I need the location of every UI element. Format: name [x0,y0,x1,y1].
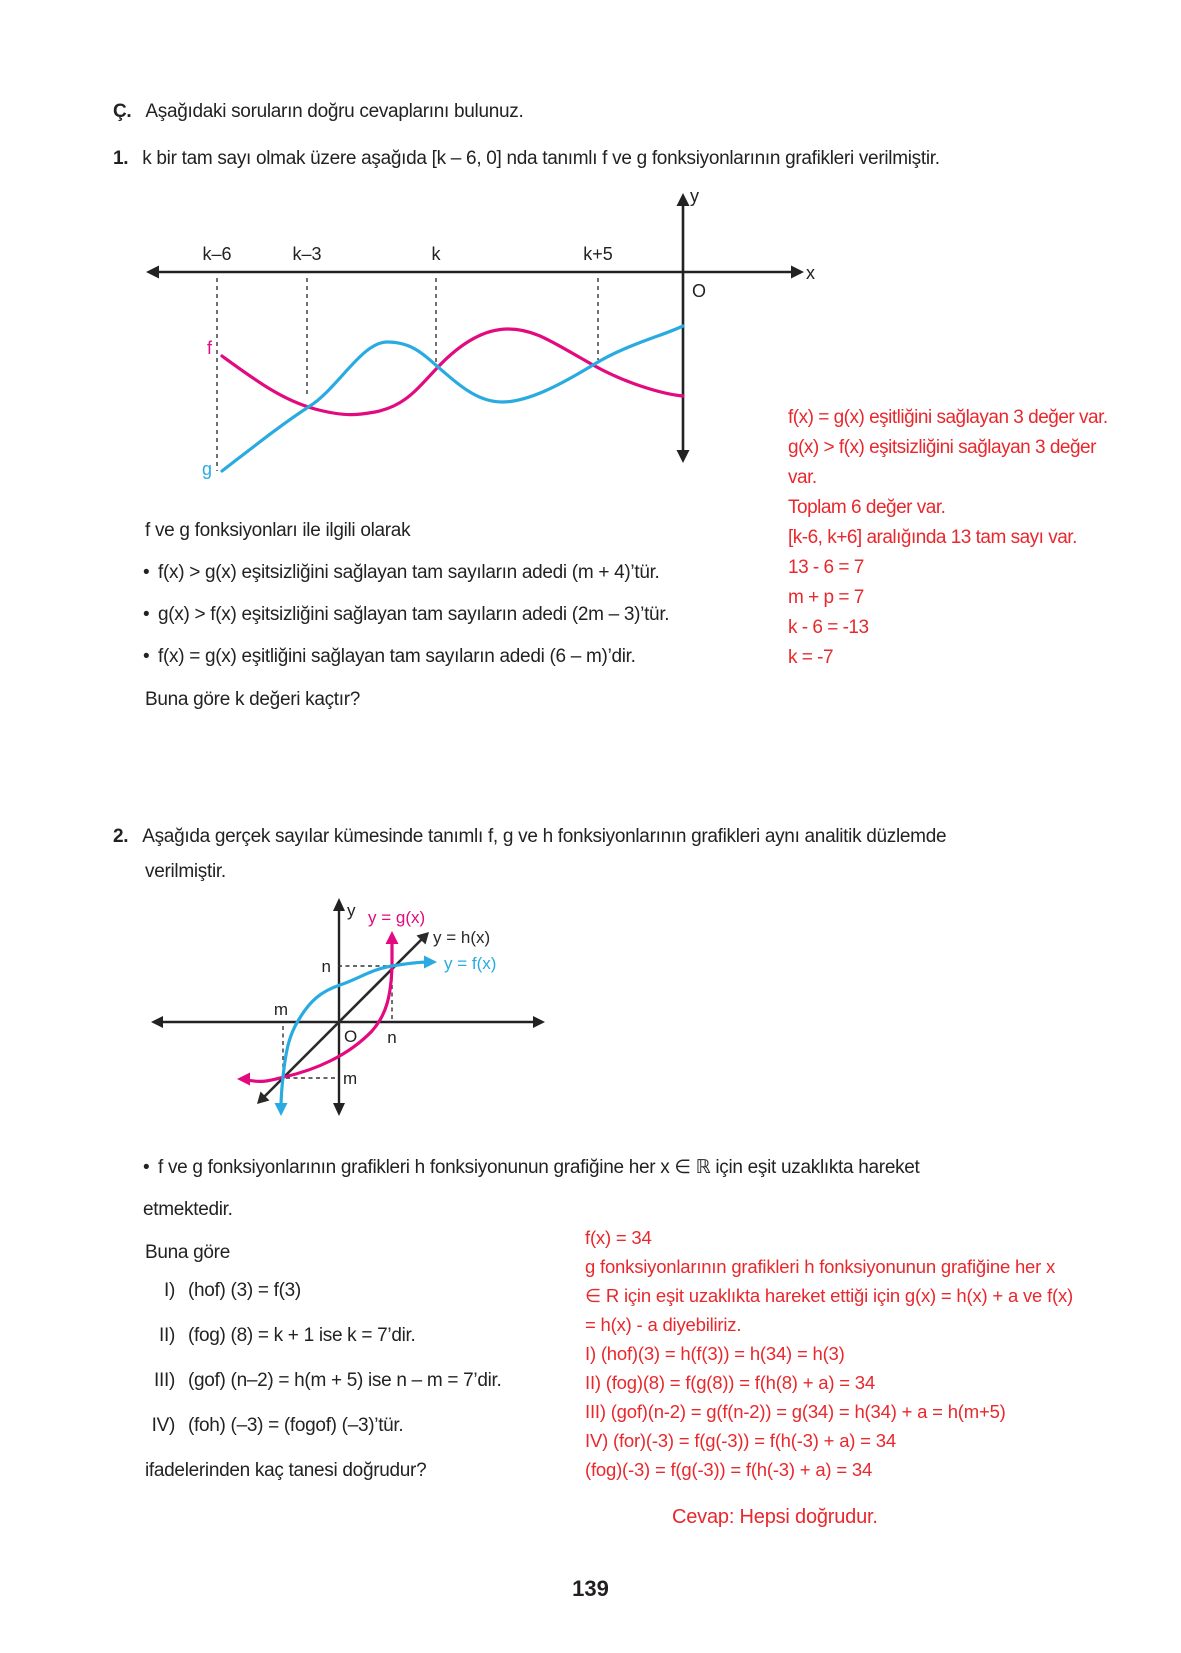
q1-question: Buna göre k değeri kaçtır? [145,689,361,710]
bullet-icon: • [143,604,150,625]
n-bottom-label: n [387,1028,397,1047]
f-curve-label: f [206,338,212,358]
m-right-label: m [343,1069,358,1088]
bullet-text: f(x) = g(x) eşitliğini sağlayan tam sayıların adedi (6 – m)’dir. [158,646,636,667]
q2-bullet [143,1155,920,1181]
q2-bullet-line2: etmektedir. [143,1199,233,1220]
item-numeral: IV) [151,1415,175,1436]
answer-line: (fog)(-3) = f(g(-3)) = f(h(-3) + a) = 34 [585,1459,873,1480]
x-axis-label: x [806,263,815,283]
section-label: Ç. [113,101,132,122]
origin-label: O [344,1027,358,1046]
y-axis-top-arrow-icon [677,193,690,206]
answer-line: = h(x) - a diyebiliriz. [585,1314,742,1335]
answer-line: 13 - 6 = 7 [788,557,864,578]
x-axis-right-arrow-icon [533,1016,545,1028]
q2-statement-row [113,824,946,850]
item-numeral: I) [163,1280,175,1301]
answer-line: g fonksiyonlarının grafikleri h fonksiyonunun grafiğine her x [585,1256,1056,1277]
bullet-icon: • [143,646,150,667]
q2-lead: Buna göre [145,1242,230,1263]
y-axis-label: y [347,901,356,920]
tick-label-k+5: k+5 [583,244,613,264]
bullet-icon: • [143,1157,150,1178]
q2-answer-annotation [585,1223,1073,1484]
answer-line: k - 6 = -13 [788,617,869,638]
g-curve-top-arrow-icon [386,931,399,944]
q2-statement-line2: verilmiştir. [145,861,226,882]
q1-function-graph [140,185,820,505]
q2-item-1 [131,1278,301,1304]
item-numeral: III) [154,1370,175,1391]
q1-bullet-3 [143,644,636,670]
item-text: (gof) (n–2) = h(m + 5) ise n – m = 7’dir. [188,1370,502,1391]
n-left-label: n [321,957,331,976]
y-axis-top-arrow-icon [333,898,345,911]
answer-line: IV) (for)(-3) = f(g(-3)) = f(h(-3) + a) = 34 [585,1430,896,1451]
bullet-text: g(x) > f(x) eşitsizliğini sağlayan tam sayıların adedi (2m – 3)’tür. [158,604,670,625]
item-text: (hof) (3) = f(3) [188,1280,301,1301]
g-curve-label: y = g(x) [368,908,426,927]
answer-line: [k-6, k+6] aralığında 13 tam sayı var. [788,527,1077,548]
section-text: Aşağıdaki soruların doğru cevaplarını bulunuz. [145,101,524,122]
bullet-icon: • [143,562,150,583]
answer-line: m + p = 7 [788,587,864,608]
answer-line: f(x) = g(x) eşitliğini sağlayan 3 değer var. [788,407,1108,428]
q1-bullet-1 [143,560,660,586]
m-top-label: m [273,1000,289,1019]
answer-line: III) (gof)(n-2) = g(f(n-2)) = g(34) = h(34) + a = h(m+5) [585,1401,1006,1422]
q1-statement-row [113,146,940,172]
section-header [113,99,523,125]
item-text: (foh) (–3) = (fogof) (–3)’tür. [188,1415,404,1436]
answer-line: II) (fog)(8) = f(g(8)) = f(h(8) + a) = 34 [585,1372,875,1393]
tick-label-k: k [431,244,441,264]
item-numeral: II) [159,1325,175,1346]
f-curve [222,329,683,415]
q2-function-graph [140,880,610,1140]
y-axis-label: y [690,186,699,206]
answer-line: I) (hof)(3) = h(f(3)) = h(34) = h(3) [585,1343,845,1364]
f-curve-right-arrow-icon [424,956,437,969]
final-answer: Cevap: Hepsi doğrudur. [672,1506,878,1528]
f-curve-bottom-arrow-icon [275,1103,288,1116]
answer-line: k = -7 [788,647,834,668]
answer-line: Toplam 6 değer var. [788,497,946,518]
q1-number: 1. [113,148,129,169]
bullet-text: f ve g fonksiyonlarının grafikleri h fonksiyonunun grafiğine her x ∈ ℝ için eşit uzaklıkta hareket [158,1157,920,1178]
q2-statement-line1: Aşağıda gerçek sayılar kümesinde tanımlı f, g ve h fonksiyonlarının grafikleri aynı analitik düzlemde [142,826,947,847]
q1-statement: k bir tam sayı olmak üzere aşağıda [k – 6, 0] nda tanımlı f ve g fonksiyonlarının grafikleri verilmiştir. [142,148,940,169]
g-curve [243,938,392,1081]
x-axis-right-arrow-icon [791,266,804,279]
q2-item-2 [131,1323,415,1349]
answer-line: g(x) > f(x) eşitsizliğini sağlayan 3 değer [788,437,1096,458]
g-curve-label: g [201,459,212,479]
tick-label-k-3: k–3 [292,244,322,264]
h-curve-label: y = h(x) [433,928,491,947]
answer-line: ∈ R için eşit uzaklıkta hareket ettiği için g(x) = h(x) + a ve f(x) [585,1285,1073,1306]
answer-line: f(x) = 34 [585,1227,652,1248]
q2-item-4 [131,1413,403,1439]
q1-intro: f ve g fonksiyonları ile ilgili olarak [145,520,411,541]
page-number: 139 [572,1576,609,1601]
tick-label-k-6: k–6 [202,244,232,264]
x-axis-left-arrow-icon [151,1016,163,1028]
q2-question: ifadelerinden kaç tanesi doğrudur? [145,1460,427,1481]
q2-item-3 [131,1368,501,1394]
q2-number: 2. [113,826,129,847]
f-curve-label: y = f(x) [444,954,497,973]
bullet-text: f(x) > g(x) eşitsizliğini sağlayan tam sayıların adedi (m + 4)’tür. [158,562,660,583]
y-axis-bottom-arrow-icon [333,1103,345,1116]
item-text: (fog) (8) = k + 1 ise k = 7’dir. [188,1325,416,1346]
y-axis-bottom-arrow-icon [677,450,690,463]
q1-bullet-2 [143,602,669,628]
q1-answer-annotation [788,403,1108,673]
origin-label: O [692,281,707,301]
answer-line: var. [788,467,817,488]
x-axis-left-arrow-icon [146,266,159,279]
g-curve-left-arrow-icon [237,1073,250,1086]
